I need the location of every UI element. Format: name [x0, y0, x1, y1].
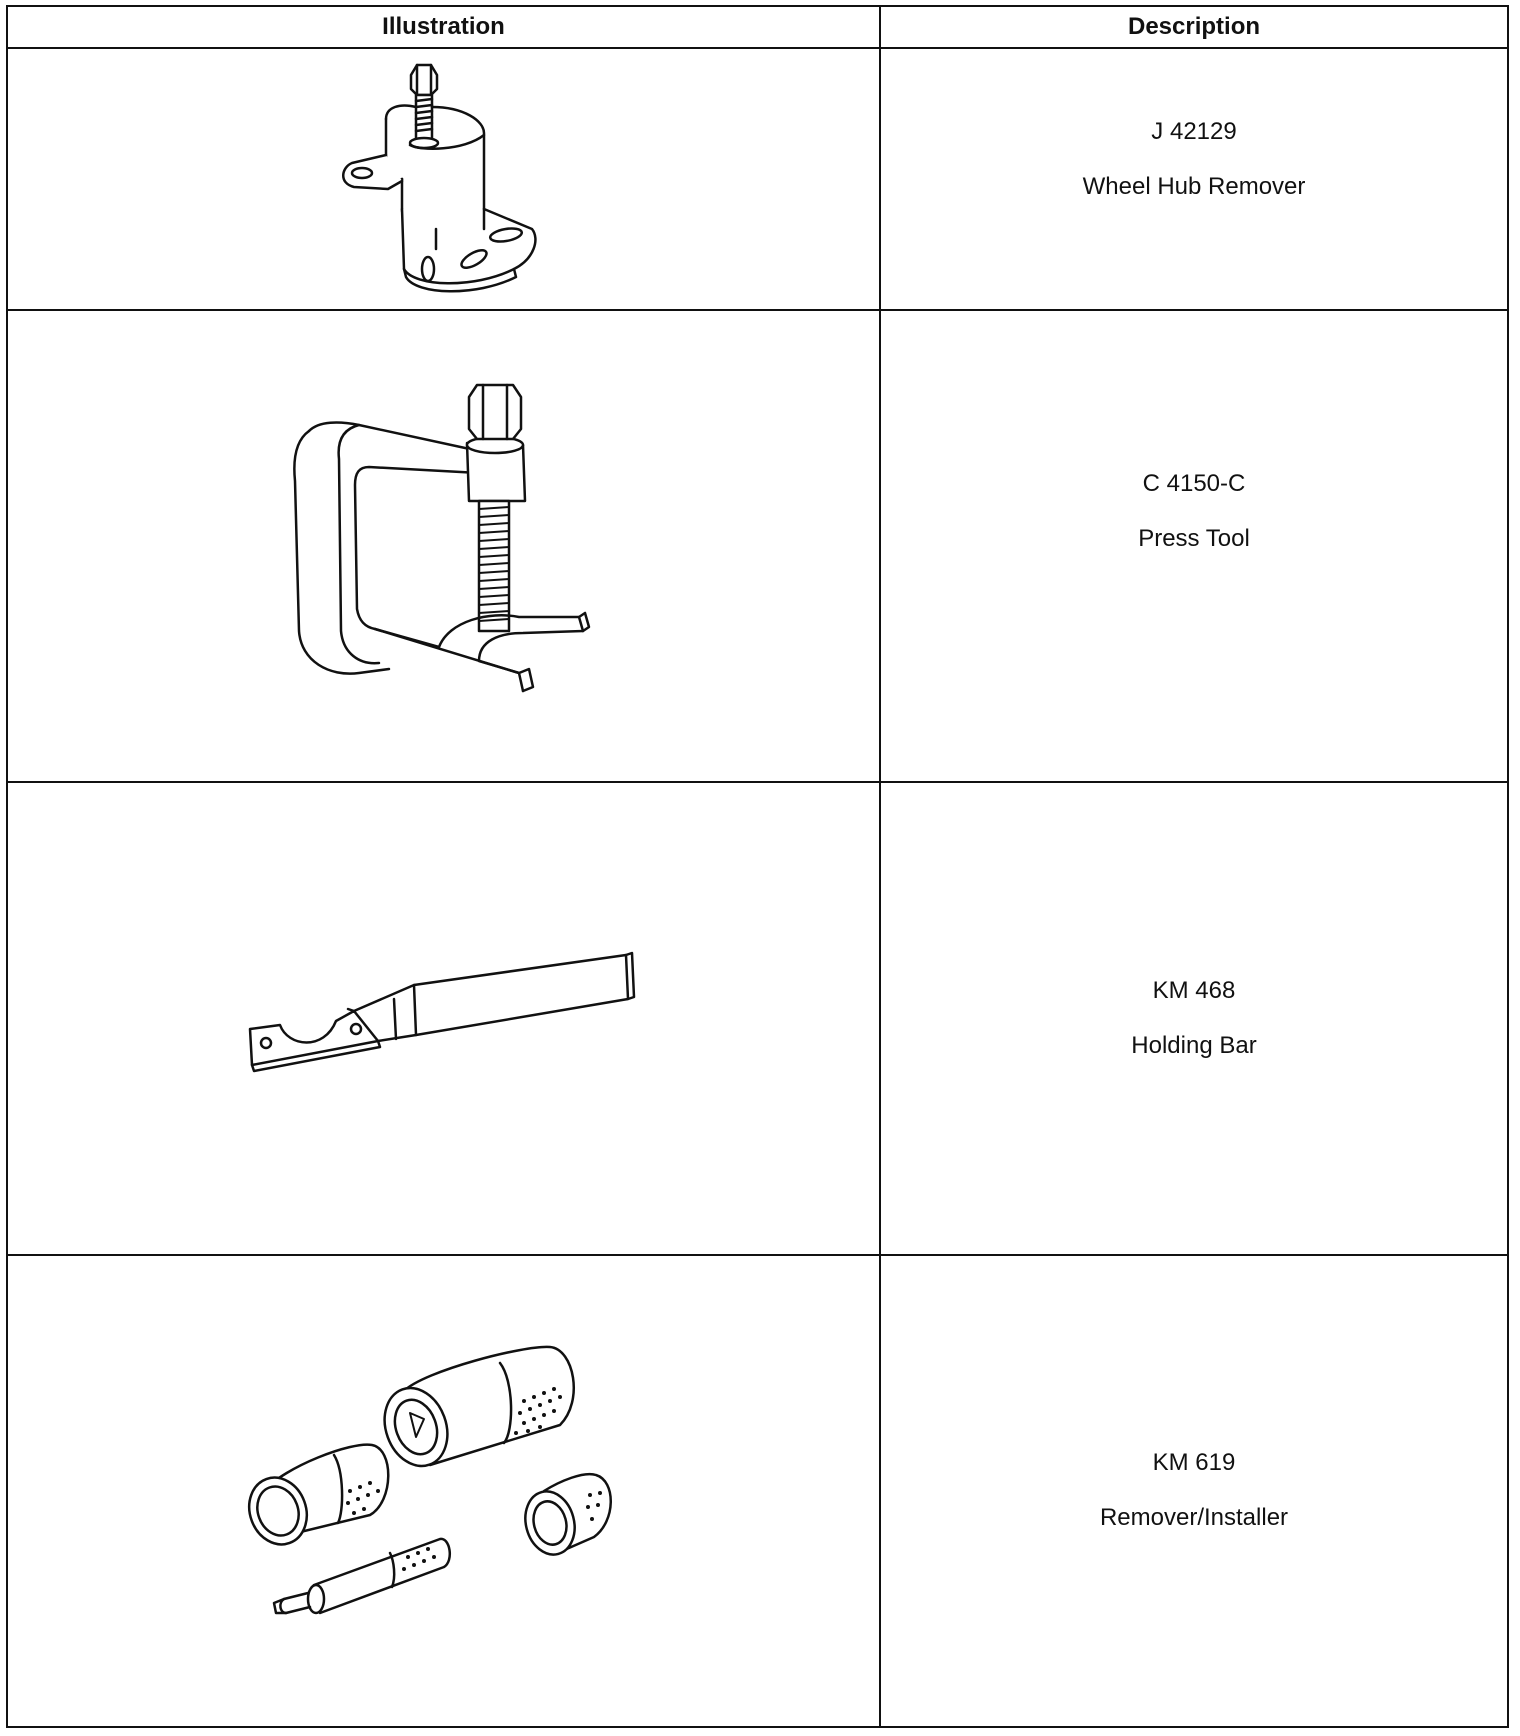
table-row	[7, 310, 1508, 782]
tool-number: KM 468	[1152, 977, 1236, 1005]
tool-number: C 4150-C	[1142, 469, 1246, 497]
tool-name: Press Tool	[1138, 524, 1250, 552]
tool-name: Holding Bar	[1131, 1032, 1257, 1060]
illustration-cell	[7, 48, 880, 310]
tool-name: Wheel Hub Remover	[1082, 172, 1306, 200]
table-row	[7, 48, 1508, 310]
description-cell	[880, 48, 1508, 310]
description-cell	[880, 310, 1508, 782]
remover-installer-illustration	[244, 1341, 644, 1641]
tool-name: Remover/Installer	[1099, 1504, 1289, 1532]
press-tool-illustration	[279, 381, 609, 711]
tool-number: KM 619	[1152, 1449, 1236, 1477]
table-row	[7, 782, 1508, 1254]
table-row	[7, 1255, 1508, 1727]
holding-bar-illustration	[244, 949, 644, 1089]
illustration-cell	[7, 782, 880, 1254]
special-tools-table	[6, 5, 1509, 1728]
description-cell	[880, 782, 1508, 1254]
table-header-row	[7, 6, 1508, 48]
illustration-cell	[7, 1255, 880, 1727]
illustration-header: Illustration	[7, 6, 880, 48]
illustration-cell	[7, 310, 880, 782]
wheel-hub-remover-illustration	[324, 59, 564, 299]
description-header: Description	[880, 6, 1508, 48]
tool-number: J 42129	[1151, 117, 1237, 145]
description-cell	[880, 1255, 1508, 1727]
